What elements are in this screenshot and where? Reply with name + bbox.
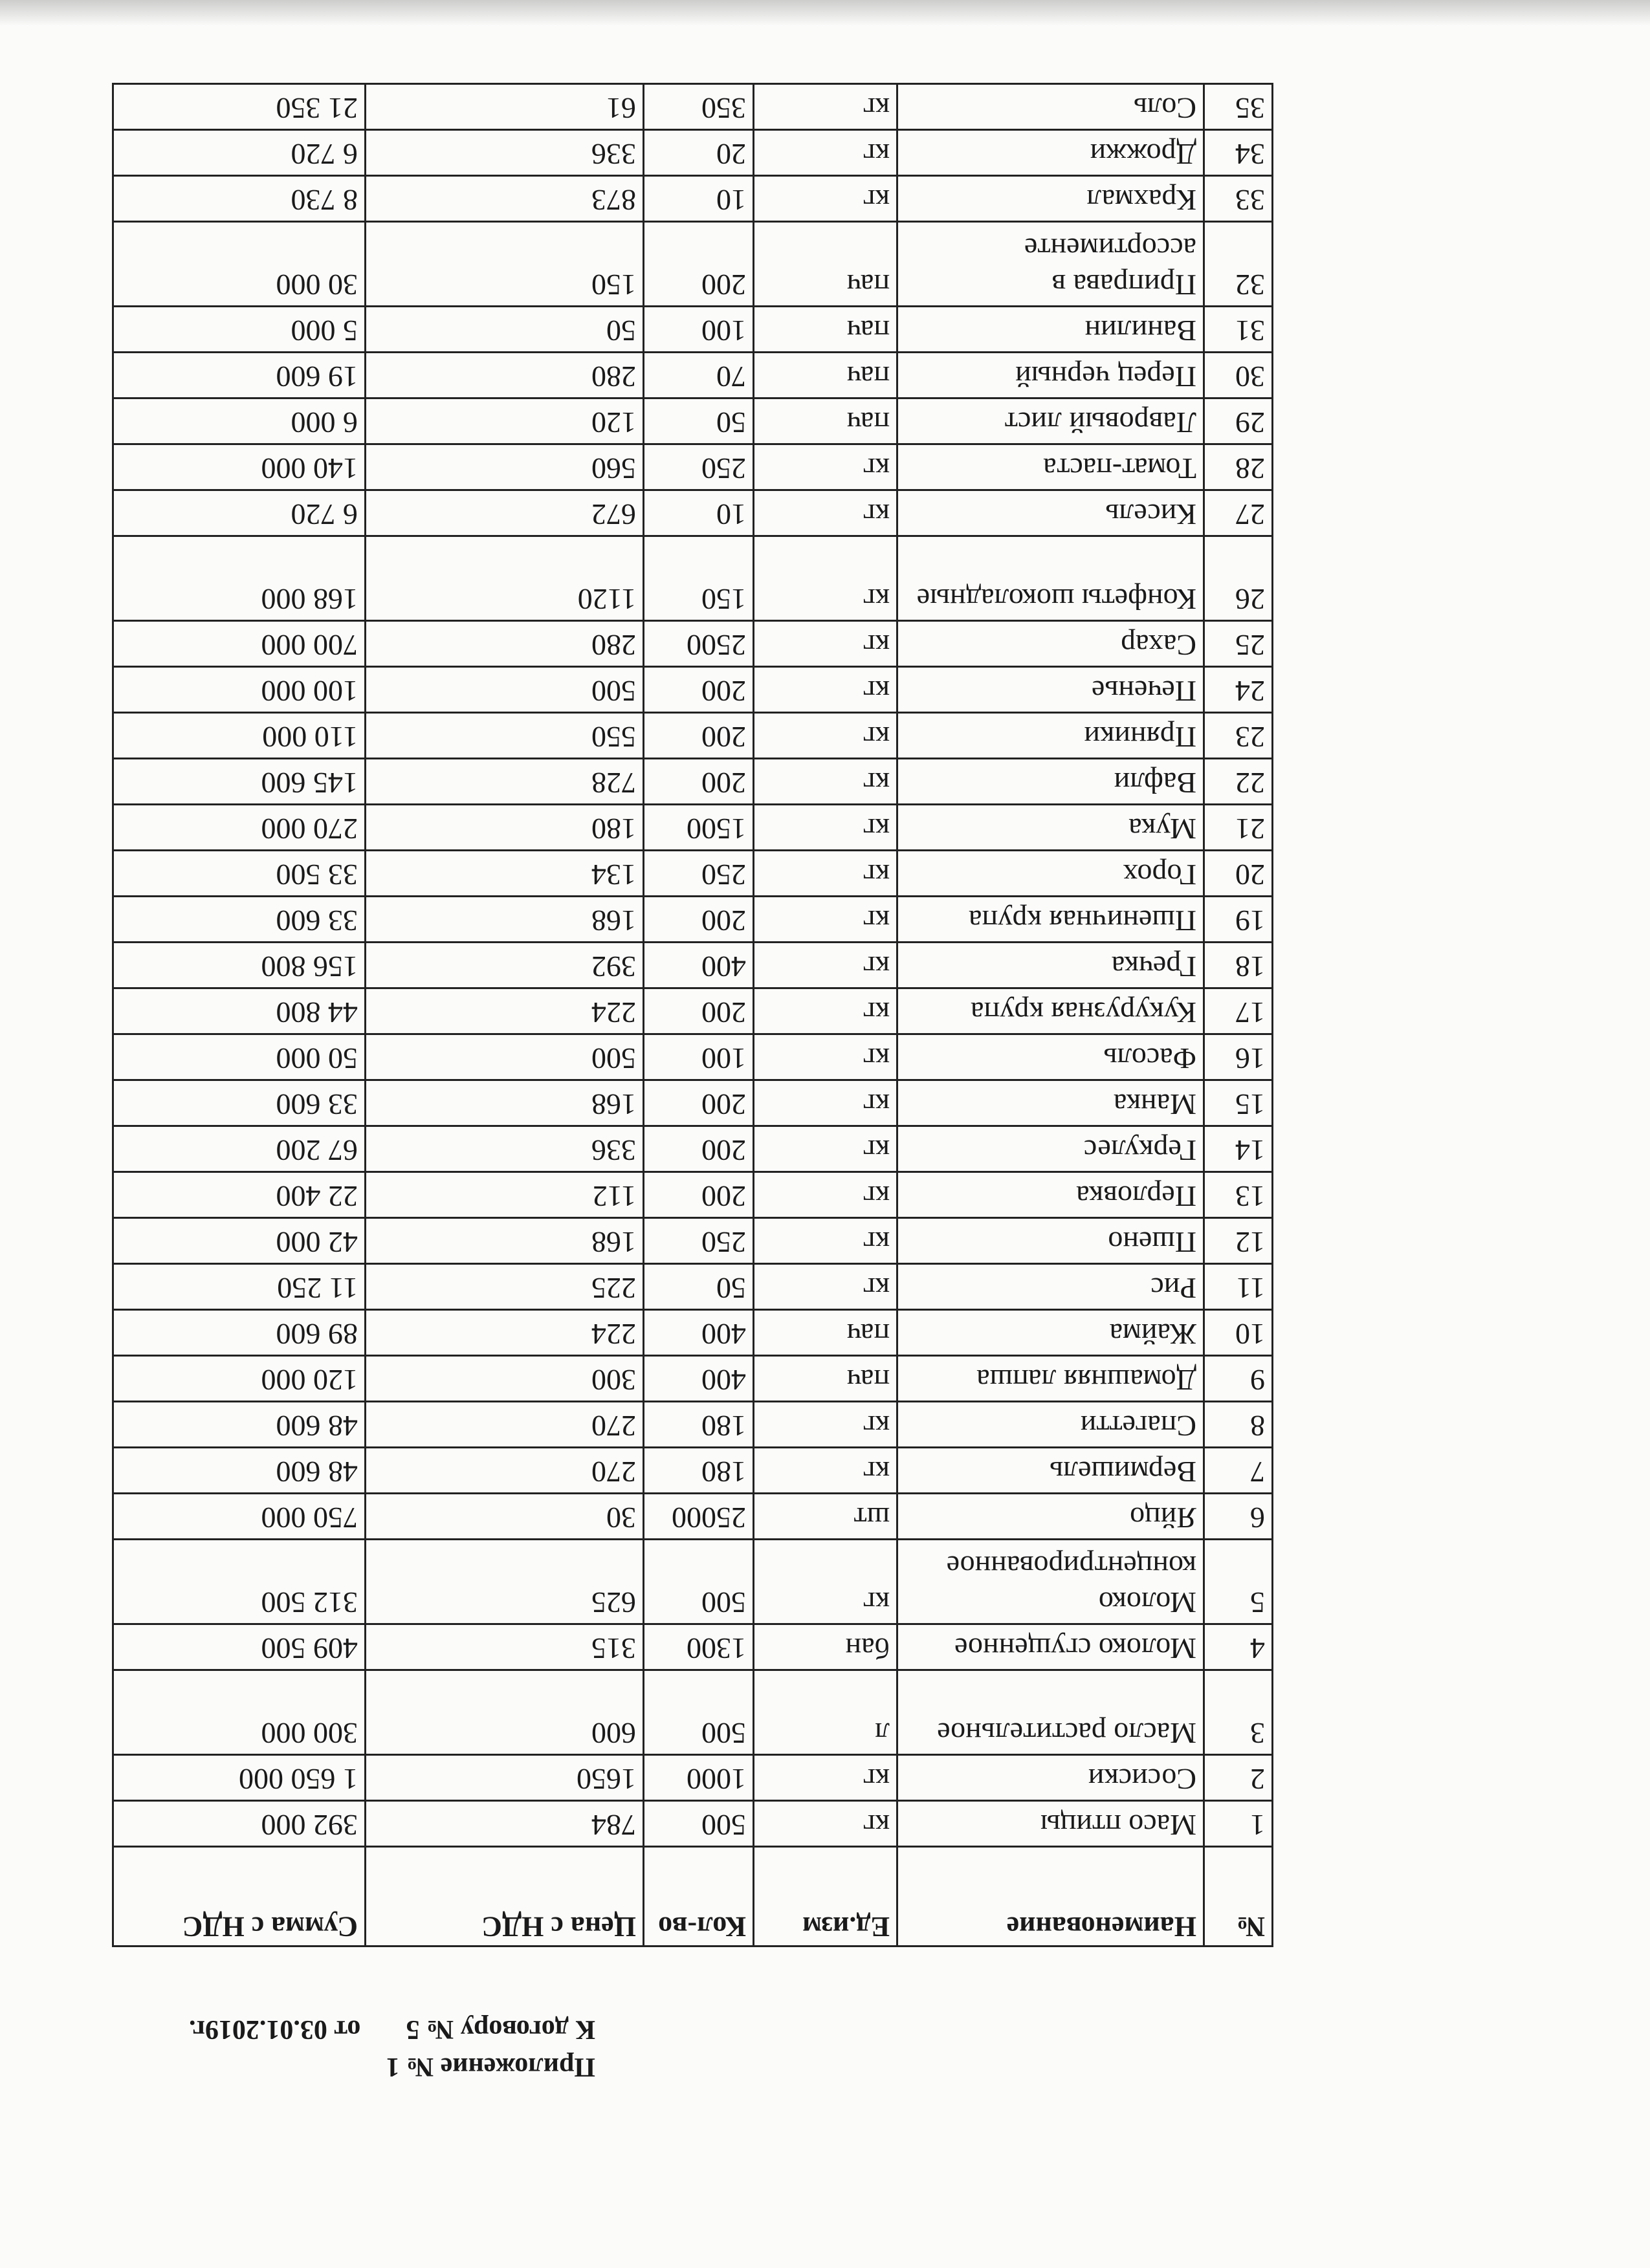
- cell-num: 4: [1204, 1624, 1273, 1670]
- cell-num: 7: [1204, 1448, 1273, 1494]
- cell-num: 8: [1204, 1402, 1273, 1448]
- table-row: [113, 805, 1273, 851]
- cell-price: 500: [366, 1034, 644, 1080]
- cell-sum: 409 500: [113, 1624, 366, 1670]
- cell-price: 112: [366, 1172, 644, 1218]
- cell-unit: кг: [754, 943, 897, 988]
- cell-sum: 300 000: [113, 1670, 366, 1755]
- cell-sum: 312 500: [113, 1540, 366, 1624]
- cell-qty: 200: [644, 222, 754, 307]
- cell-qty: 400: [644, 1356, 754, 1402]
- cell-num: 29: [1204, 398, 1273, 444]
- table-row: [113, 1034, 1273, 1080]
- cell-sum: 21 350: [113, 84, 366, 130]
- cell-price: 224: [366, 988, 644, 1034]
- cell-num: 3: [1204, 1670, 1273, 1755]
- cell-qty: 400: [644, 1310, 754, 1356]
- table-row: [113, 536, 1273, 621]
- cell-sum: 110 000: [113, 713, 366, 759]
- table-row: [113, 1755, 1273, 1801]
- cell-num: 31: [1204, 307, 1273, 353]
- cell-unit: кг: [754, 1034, 897, 1080]
- cell-unit: кг: [754, 759, 897, 805]
- cell-unit: кг: [754, 444, 897, 490]
- cell-sum: 6 000: [113, 398, 366, 444]
- cell-qty: 100: [644, 307, 754, 353]
- table-row: [113, 307, 1273, 353]
- cell-sum: 33 600: [113, 1080, 366, 1126]
- cell-price: 168: [366, 1218, 644, 1264]
- cell-unit: кг: [754, 805, 897, 851]
- cell-price: 873: [366, 176, 644, 222]
- table-row: [113, 621, 1273, 667]
- cell-num: 5: [1204, 1540, 1273, 1624]
- cell-price: 61: [366, 84, 644, 130]
- cell-price: 270: [366, 1448, 644, 1494]
- cell-sum: 1 650 000: [113, 1755, 366, 1801]
- annex-title: Приложение № 1: [386, 2052, 595, 2082]
- cell-qty: 25000: [644, 1494, 754, 1540]
- goods-table: [112, 83, 1273, 1947]
- cell-num: 10: [1204, 1310, 1273, 1356]
- cell-qty: 250: [644, 851, 754, 897]
- cell-name: Лавровый лист: [897, 398, 1204, 444]
- cell-qty: 250: [644, 444, 754, 490]
- cell-name: Печенье: [897, 667, 1204, 713]
- cell-num: 22: [1204, 759, 1273, 805]
- cell-name: Жайма: [897, 1310, 1204, 1356]
- cell-price: 392: [366, 943, 644, 988]
- cell-price: 150: [366, 222, 644, 307]
- table-row: [113, 943, 1273, 988]
- table-row: [113, 1670, 1273, 1755]
- cell-num: 17: [1204, 988, 1273, 1034]
- cell-sum: 145 600: [113, 759, 366, 805]
- cell-price: 50: [366, 307, 644, 353]
- header-name: Наименование: [897, 1847, 1204, 1946]
- cell-price: 672: [366, 490, 644, 536]
- table-row: [113, 490, 1273, 536]
- cell-qty: 1000: [644, 1755, 754, 1801]
- cell-sum: 5 000: [113, 307, 366, 353]
- cell-qty: 20: [644, 130, 754, 176]
- cell-unit: кг: [754, 1264, 897, 1310]
- cell-name: Вермишель: [897, 1448, 1204, 1494]
- cell-price: 1120: [366, 536, 644, 621]
- cell-qty: 50: [644, 398, 754, 444]
- cell-qty: 1300: [644, 1624, 754, 1670]
- cell-qty: 150: [644, 536, 754, 621]
- cell-num: 32: [1204, 222, 1273, 307]
- cell-qty: 400: [644, 943, 754, 988]
- cell-name: Манка: [897, 1080, 1204, 1126]
- cell-sum: 140 000: [113, 444, 366, 490]
- cell-sum: 89 600: [113, 1310, 366, 1356]
- cell-num: 11: [1204, 1264, 1273, 1310]
- cell-name: Кисель: [897, 490, 1204, 536]
- table-row: [113, 851, 1273, 897]
- cell-unit: кг: [754, 1126, 897, 1172]
- cell-price: 560: [366, 444, 644, 490]
- cell-qty: 1500: [644, 805, 754, 851]
- table-row: [113, 1494, 1273, 1540]
- cell-price: 120: [366, 398, 644, 444]
- cell-qty: 180: [644, 1448, 754, 1494]
- cell-num: 26: [1204, 536, 1273, 621]
- cell-name: Конфеты шоколадные: [897, 536, 1204, 621]
- cell-unit: кг: [754, 897, 897, 943]
- cell-name: Яйцо: [897, 1494, 1204, 1540]
- cell-num: 20: [1204, 851, 1273, 897]
- cell-name: Гречка: [897, 943, 1204, 988]
- table-row: [113, 713, 1273, 759]
- table-row: [113, 897, 1273, 943]
- cell-num: 30: [1204, 353, 1273, 398]
- cell-name: Ванилин: [897, 307, 1204, 353]
- cell-name: Перловка: [897, 1172, 1204, 1218]
- contract-label: К договору № 5: [406, 2014, 595, 2044]
- cell-name: Пшеничная крупа: [897, 897, 1204, 943]
- cell-sum: 33 500: [113, 851, 366, 897]
- table-row: [113, 353, 1273, 398]
- cell-num: 1: [1204, 1801, 1273, 1847]
- cell-unit: пач: [754, 222, 897, 307]
- cell-qty: 500: [644, 1670, 754, 1755]
- cell-unit: пач: [754, 398, 897, 444]
- cell-qty: 200: [644, 713, 754, 759]
- table-row: [113, 759, 1273, 805]
- table-row: [113, 667, 1273, 713]
- cell-num: 25: [1204, 621, 1273, 667]
- cell-name: Приправа в ассортименте: [897, 222, 1204, 307]
- table-row: [113, 1080, 1273, 1126]
- cell-num: 33: [1204, 176, 1273, 222]
- cell-unit: кг: [754, 1448, 897, 1494]
- table-row: [113, 176, 1273, 222]
- cell-qty: 200: [644, 1126, 754, 1172]
- cell-sum: 700 000: [113, 621, 366, 667]
- scan-edge-shadow: [0, 0, 1650, 26]
- cell-sum: 33 600: [113, 897, 366, 943]
- cell-price: 30: [366, 1494, 644, 1540]
- cell-sum: 270 000: [113, 805, 366, 851]
- table-row: [113, 444, 1273, 490]
- cell-sum: 48 600: [113, 1402, 366, 1448]
- table-row: [113, 1624, 1273, 1670]
- cell-unit: пач: [754, 307, 897, 353]
- cell-price: 280: [366, 621, 644, 667]
- cell-unit: пач: [754, 1356, 897, 1402]
- cell-unit: кг: [754, 1172, 897, 1218]
- cell-price: 784: [366, 1801, 644, 1847]
- cell-name: Сахар: [897, 621, 1204, 667]
- table-header-row: [113, 1847, 1273, 1946]
- cell-price: 168: [366, 1080, 644, 1126]
- cell-name: Масло растительное: [897, 1670, 1204, 1755]
- cell-qty: 350: [644, 84, 754, 130]
- table-row: [113, 1126, 1273, 1172]
- cell-num: 34: [1204, 130, 1273, 176]
- cell-unit: пач: [754, 353, 897, 398]
- cell-sum: 750 000: [113, 1494, 366, 1540]
- cell-name: Геркулес: [897, 1126, 1204, 1172]
- cell-sum: 44 800: [113, 988, 366, 1034]
- cell-qty: 200: [644, 759, 754, 805]
- table-row: [113, 398, 1273, 444]
- cell-unit: кг: [754, 84, 897, 130]
- cell-num: 14: [1204, 1126, 1273, 1172]
- cell-sum: 50 000: [113, 1034, 366, 1080]
- cell-sum: 6 720: [113, 130, 366, 176]
- cell-sum: 6 720: [113, 490, 366, 536]
- cell-name: Молоко концентрированное: [897, 1540, 1204, 1624]
- cell-name: Кукурузная крупа: [897, 988, 1204, 1034]
- table-row: [113, 1264, 1273, 1310]
- cell-qty: 200: [644, 1172, 754, 1218]
- header-sum: Сумма с НДС: [113, 1847, 366, 1946]
- header-qty: Кол-во: [644, 1847, 754, 1946]
- cell-unit: кг: [754, 1402, 897, 1448]
- table-row: [113, 84, 1273, 130]
- cell-unit: кг: [754, 1755, 897, 1801]
- cell-num: 28: [1204, 444, 1273, 490]
- cell-name: Вафли: [897, 759, 1204, 805]
- table-row: [113, 1172, 1273, 1218]
- cell-sum: 392 000: [113, 1801, 366, 1847]
- table-row: [113, 1218, 1273, 1264]
- cell-qty: 500: [644, 1801, 754, 1847]
- cell-name: Спагетти: [897, 1402, 1204, 1448]
- cell-sum: 156 800: [113, 943, 366, 988]
- cell-price: 600: [366, 1670, 644, 1755]
- cell-price: 336: [366, 130, 644, 176]
- cell-price: 134: [366, 851, 644, 897]
- cell-num: 21: [1204, 805, 1273, 851]
- cell-sum: 8 730: [113, 176, 366, 222]
- cell-name: Горох: [897, 851, 1204, 897]
- cell-name: Фасоль: [897, 1034, 1204, 1080]
- cell-price: 180: [366, 805, 644, 851]
- cell-qty: 50: [644, 1264, 754, 1310]
- cell-unit: кг: [754, 536, 897, 621]
- cell-price: 625: [366, 1540, 644, 1624]
- header-unit: Ед.изм: [754, 1847, 897, 1946]
- cell-unit: кг: [754, 851, 897, 897]
- contract-date: от 03.01.2019г.: [188, 2014, 361, 2044]
- cell-unit: кг: [754, 667, 897, 713]
- cell-unit: шт: [754, 1494, 897, 1540]
- cell-qty: 10: [644, 490, 754, 536]
- cell-qty: 200: [644, 667, 754, 713]
- cell-price: 550: [366, 713, 644, 759]
- cell-num: 16: [1204, 1034, 1273, 1080]
- cell-num: 12: [1204, 1218, 1273, 1264]
- cell-qty: 250: [644, 1218, 754, 1264]
- cell-name: Пряники: [897, 713, 1204, 759]
- cell-qty: 70: [644, 353, 754, 398]
- cell-name: Соль: [897, 84, 1204, 130]
- cell-unit: л: [754, 1670, 897, 1755]
- table-row: [113, 1402, 1273, 1448]
- cell-unit: кг: [754, 713, 897, 759]
- cell-num: 18: [1204, 943, 1273, 988]
- cell-name: Рис: [897, 1264, 1204, 1310]
- cell-price: 280: [366, 353, 644, 398]
- cell-num: 13: [1204, 1172, 1273, 1218]
- cell-sum: 168 000: [113, 536, 366, 621]
- annex-header: [142, 2011, 595, 2086]
- cell-num: 2: [1204, 1755, 1273, 1801]
- cell-qty: 200: [644, 988, 754, 1034]
- cell-unit: кг: [754, 1218, 897, 1264]
- cell-unit: пач: [754, 1310, 897, 1356]
- table-row: [113, 130, 1273, 176]
- cell-sum: 100 000: [113, 667, 366, 713]
- cell-qty: 500: [644, 1540, 754, 1624]
- cell-unit: кг: [754, 621, 897, 667]
- cell-unit: кг: [754, 176, 897, 222]
- cell-sum: 48 600: [113, 1448, 366, 1494]
- cell-price: 225: [366, 1264, 644, 1310]
- cell-num: 35: [1204, 84, 1273, 130]
- cell-num: 6: [1204, 1494, 1273, 1540]
- cell-unit: кг: [754, 1801, 897, 1847]
- cell-price: 1650: [366, 1755, 644, 1801]
- cell-name: Мука: [897, 805, 1204, 851]
- cell-unit: кг: [754, 1540, 897, 1624]
- cell-qty: 200: [644, 897, 754, 943]
- cell-qty: 200: [644, 1080, 754, 1126]
- cell-unit: кг: [754, 1080, 897, 1126]
- cell-price: 168: [366, 897, 644, 943]
- table-row: [113, 1540, 1273, 1624]
- cell-sum: 42 000: [113, 1218, 366, 1264]
- cell-price: 270: [366, 1402, 644, 1448]
- table-row: [113, 1448, 1273, 1494]
- contract-line: [142, 2011, 595, 2048]
- table-row: [113, 222, 1273, 307]
- cell-qty: 2500: [644, 621, 754, 667]
- cell-price: 300: [366, 1356, 644, 1402]
- cell-price: 336: [366, 1126, 644, 1172]
- table-body: [113, 84, 1273, 1847]
- cell-price: 500: [366, 667, 644, 713]
- header-price: Цена с НДС: [366, 1847, 644, 1946]
- cell-sum: 11 250: [113, 1264, 366, 1310]
- cell-unit: кг: [754, 988, 897, 1034]
- cell-name: Крахмал: [897, 176, 1204, 222]
- cell-num: 27: [1204, 490, 1273, 536]
- cell-qty: 180: [644, 1402, 754, 1448]
- cell-qty: 100: [644, 1034, 754, 1080]
- cell-num: 19: [1204, 897, 1273, 943]
- cell-name: Сосиски: [897, 1755, 1204, 1801]
- cell-price: 728: [366, 759, 644, 805]
- cell-sum: 19 600: [113, 353, 366, 398]
- table-row: [113, 1310, 1273, 1356]
- cell-num: 24: [1204, 667, 1273, 713]
- cell-price: 224: [366, 1310, 644, 1356]
- cell-num: 23: [1204, 713, 1273, 759]
- cell-name: Томат-паста: [897, 444, 1204, 490]
- cell-unit: кг: [754, 130, 897, 176]
- cell-unit: кг: [754, 490, 897, 536]
- cell-num: 15: [1204, 1080, 1273, 1126]
- cell-name: Масо птицы: [897, 1801, 1204, 1847]
- cell-name: Домашняя лапша: [897, 1356, 1204, 1402]
- cell-qty: 10: [644, 176, 754, 222]
- cell-name: Молоко сгущенное: [897, 1624, 1204, 1670]
- cell-name: Дрожжи: [897, 130, 1204, 176]
- cell-sum: 67 200: [113, 1126, 366, 1172]
- cell-sum: 22 400: [113, 1172, 366, 1218]
- table-row: [113, 1356, 1273, 1402]
- header-num: №: [1204, 1847, 1273, 1946]
- cell-unit: бан: [754, 1624, 897, 1670]
- table-row: [113, 988, 1273, 1034]
- cell-name: Перец черный: [897, 353, 1204, 398]
- cell-sum: 30 000: [113, 222, 366, 307]
- table-row: [113, 1801, 1273, 1847]
- cell-name: Пшено: [897, 1218, 1204, 1264]
- cell-sum: 120 000: [113, 1356, 366, 1402]
- cell-price: 315: [366, 1624, 644, 1670]
- cell-num: 9: [1204, 1356, 1273, 1402]
